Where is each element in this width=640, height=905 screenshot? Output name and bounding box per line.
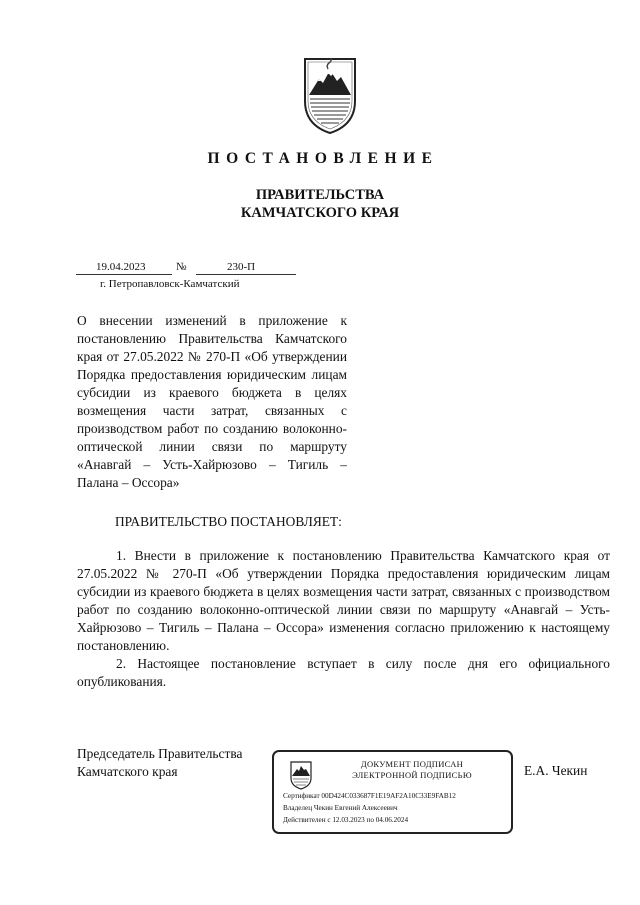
electronic-signature-stamp (272, 750, 513, 834)
stamp-owner: Владелец Чекин Евгений Алексеевич (283, 804, 398, 812)
document-meta-row (76, 261, 296, 275)
document-body (77, 547, 610, 691)
signer-position (77, 745, 242, 781)
document-type-title: ПОСТАНОВЛЕНИЕ (207, 150, 439, 167)
document-date: 19.04.2023 (96, 261, 146, 273)
stamp-header-line-1: ДОКУМЕНТ ПОДПИСАН (360, 759, 464, 769)
stamp-certificate: Сертификат 00D424C033687F1E19AF2A10C33E9FAB12 (283, 792, 456, 800)
stamp-header (322, 759, 502, 781)
clause-2: 2. Настоящее постановление вступает в силу после дня его официального опубликования. (77, 656, 610, 689)
authority-line-2: КАМЧАТСКОГО КРАЯ (240, 205, 400, 221)
signer-name: Е.А. Чекин (524, 763, 588, 778)
document-city: г. Петропавловск-Камчатский (100, 278, 240, 290)
clause-1: 1. Внести в приложение к постановлению Правительства Камчатского края от 27.05.2022 № 270-П «Об утверждении Порядка предоставления юридическим лицам субсидии из краевого бюджета в целях возмещения части затрат, связанных с производством работ по созданию волоконно-оптической линии связи по маршруту «Анавгай – Усть-Хайрюзово – Тигиль – Палана – Оссора» изменения согласно приложению к настоящему постановлению. (77, 548, 610, 653)
document-subject: О внесении изменений в приложение к постановлению Правительства Камчатского края от 27.05.2022 № 270-П «Об утверждении Порядка предоставления юридическим лицам субсидии из краевого бюджета в целях возмещения части затрат, связанных с производством работ по созданию волоконно-оптической линии связи по маршруту «Анавгай – Усть-Хайрюзово – Тигиль – Палана – Оссора» (77, 313, 347, 490)
kamchatka-coat-of-arms-icon (301, 55, 359, 135)
document-number: 230-П (227, 261, 256, 273)
decree-statement: ПРАВИТЕЛЬСТВО ПОСТАНОВЛЯЕТ: (115, 514, 342, 529)
issuing-authority (0, 186, 640, 222)
number-sign: № (176, 261, 187, 273)
authority-line-1: ПРАВИТЕЛЬСТВА (255, 187, 385, 203)
stamp-validity: Действителен с 12.03.2023 по 04.06.2024 (283, 816, 409, 824)
stamp-coat-of-arms-icon (289, 760, 313, 790)
signer-position-line-1: Председатель Правительства (77, 746, 243, 761)
stamp-header-line-2: ЭЛЕКТРОННОЙ ПОДПИСЬЮ (352, 770, 472, 780)
signer-position-line-2: Камчатского края (77, 764, 178, 779)
